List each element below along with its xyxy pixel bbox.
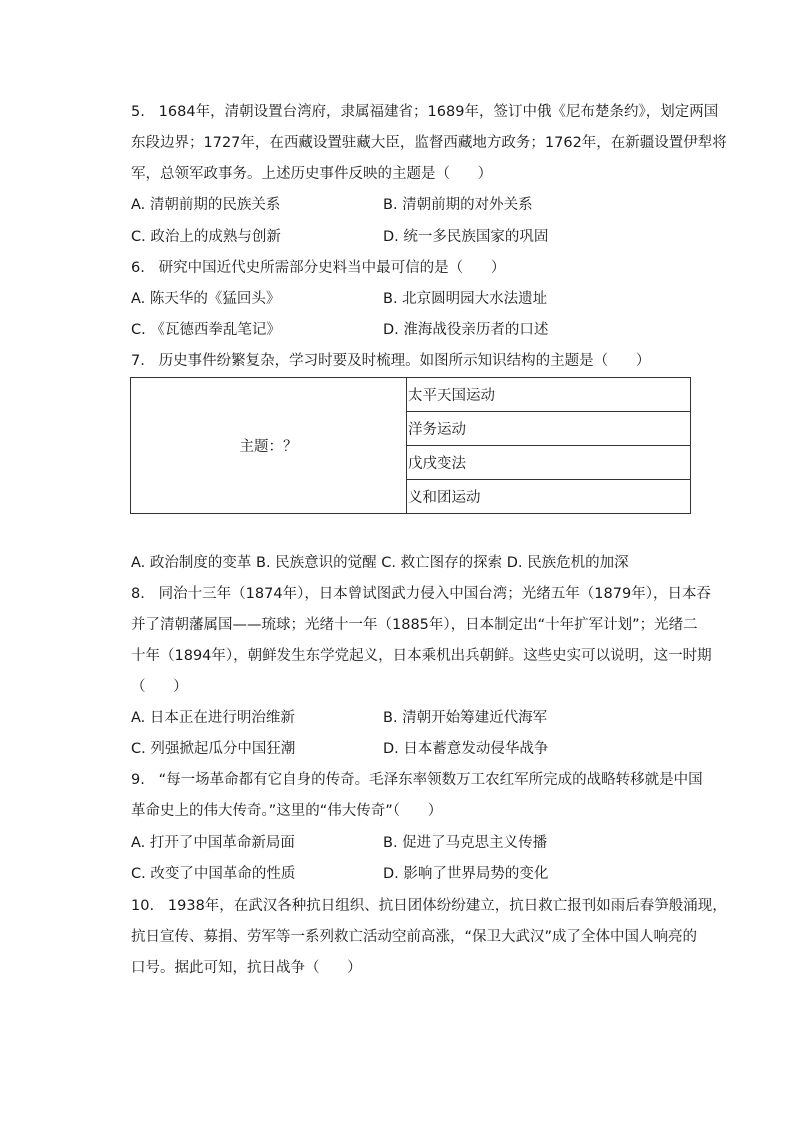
q5-option-a: A. 清朝前期的民族关系 xyxy=(131,197,281,213)
q10-line-3: 口号。据此可知，抗日战争（ ） xyxy=(131,960,362,976)
q8-option-c: C. 列强掀起瓜分中国狂潮 xyxy=(131,741,296,757)
q10-line-2: 抗日宣传、募捐、劳军等一系列救亡活动空前高涨，“保卫大武汉”成了全体中国人响亮的 xyxy=(131,929,698,945)
q8-line-4: （ ） xyxy=(131,679,188,695)
q6-option-b: B. 北京圆明园大水法遗址 xyxy=(383,291,548,307)
q9-option-c: C. 改变了中国革命的性质 xyxy=(131,866,296,882)
q10-line-1: 10. 1938年，在武汉各种抗日组织、抗日团体纷纷建立，抗日救亡报刊如雨后春笋般涌现， xyxy=(131,898,727,914)
q9-line-2: 革命史上的伟大传奇。”这里的“伟大传奇”（ ） xyxy=(131,803,443,819)
q5-option-c: C. 政治上的成熟与创新 xyxy=(131,229,281,245)
table-item-1: 太平天国运动 xyxy=(407,378,691,412)
q5-line-3: 军，总领军政事务。上述历史事件反映的主题是（ ） xyxy=(131,166,493,182)
q9-option-a: A. 打开了中国革命新局面 xyxy=(131,835,295,851)
q6-option-d: D. 淮海战役亲历者的口述 xyxy=(383,322,549,338)
theme-cell: 主题：？ xyxy=(131,378,407,514)
knowledge-structure-table xyxy=(130,377,691,514)
q5-line-1: 5. 1684年，清朝设置台湾府，隶属福建省；1689年，签订中俄《尼布楚条约》，划定两国 xyxy=(131,104,719,120)
q8-line-2: 并了清朝藩属国——琉球；光绪十一年（1885年），日本制定出“十年扩军计划”；光绪二 xyxy=(131,617,698,633)
q5-line-2: 东段边界；1727年，在西藏设置驻藏大臣，监督西藏地方政务；1762年，在新疆设置伊犁将 xyxy=(131,135,727,151)
table-item-2: 洋务运动 xyxy=(407,412,691,446)
q6-option-a: A. 陈天华的《猛回头》 xyxy=(131,291,281,307)
q8-option-b: B. 清朝开始筹建近代海军 xyxy=(383,710,548,726)
q8-option-a: A. 日本正在进行明治维新 xyxy=(131,710,295,726)
table-item-4: 义和团运动 xyxy=(407,480,691,514)
q5-option-b: B. 清朝前期的对外关系 xyxy=(383,197,533,213)
q6-option-c: C. 《瓦德西拳乱笔记》 xyxy=(131,322,281,338)
q5-option-d: D. 统一多民族国家的巩固 xyxy=(383,229,549,245)
table-item-3: 戊戌变法 xyxy=(407,446,691,480)
q9-option-d: D. 影响了世界局势的变化 xyxy=(383,866,549,882)
q9-line-1: 9. “每一场革命都有它自身的传奇。毛泽东率领数万工农红军所完成的战略转移就是中国 xyxy=(131,772,703,788)
q6-line-1: 6. 研究中国近代史所需部分史料当中最可信的是（ ） xyxy=(131,260,506,276)
q8-line-1: 8. 同治十三年（1874年），日本曾试图武力侵入中国台湾；光绪五年（1879年），日本吞 xyxy=(131,586,711,602)
q7-options: A. 政治制度的变革 B. 民族意识的觉醒 C. 救亡图存的探索 D. 民族危机的加深 xyxy=(131,555,629,571)
q8-option-d: D. 日本蓄意发动侵华战争 xyxy=(383,741,549,757)
q8-line-3: 十年（1894年），朝鲜发生东学党起义，日本乘机出兵朝鲜。这些史实可以说明，这一时期 xyxy=(131,648,712,664)
q9-option-b: B. 促进了马克思主义传播 xyxy=(383,835,548,851)
q7-line-1: 7. 历史事件纷繁复杂，学习时要及时梳理。如图所示知识结构的主题是（ ） xyxy=(131,353,651,369)
